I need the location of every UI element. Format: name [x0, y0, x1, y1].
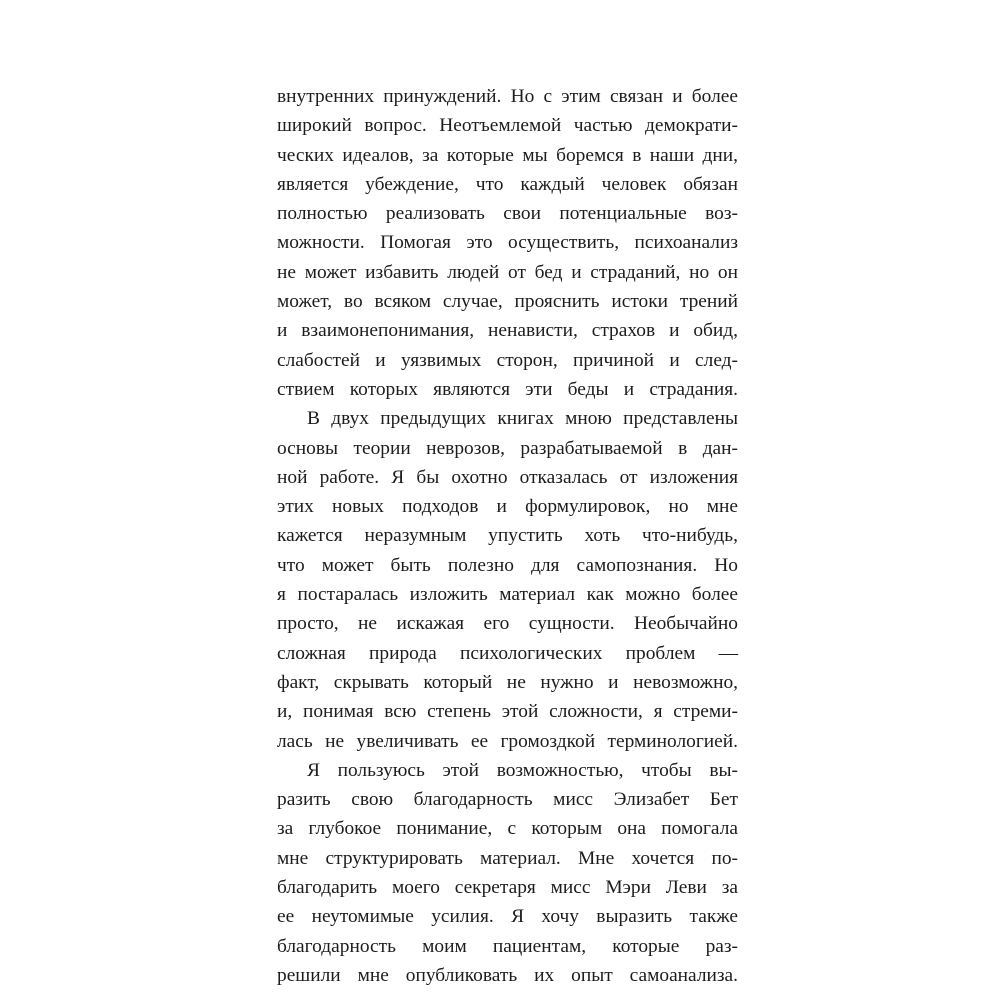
text-line: широкий вопрос. Неотъемлемой частью демократи-: [277, 115, 738, 137]
text-line: мне структурировать материал. Мне хочется по-: [277, 847, 738, 869]
text-line: ческих идеалов, за которые мы боремся в наши дни,: [277, 144, 738, 166]
text-line: может, во всяком случае, прояснить истоки трений: [277, 291, 738, 313]
text-line: можности. Помогая это осуществить, психоанализ: [277, 232, 738, 254]
text-line: полностью реализовать свои потенциальные воз-: [277, 203, 738, 225]
text-line: что может быть полезно для самопознания. Но: [277, 554, 738, 576]
text-line: Я пользуюсь этой возможностью, чтобы вы-: [307, 759, 738, 781]
text-line: разить свою благодарность мисс Элизабет Бет: [277, 789, 738, 811]
text-line: слабостей и уязвимых сторон, причиной и след-: [277, 349, 738, 371]
text-line: и взаимонепонимания, ненависти, страхов и обид,: [277, 320, 738, 342]
paragraph: [277, 82, 738, 404]
text-line: сложная природа психологических проблем —: [277, 642, 738, 664]
text-line: благодарность моим пациентам, которые раз-: [277, 935, 738, 957]
text-line: основы теории неврозов, разрабатываемой в дан-: [277, 437, 738, 459]
text-line: этих новых подходов и формулировок, но мне: [277, 496, 738, 518]
text-line: ной работе. Я бы охотно отказалась от изложения: [277, 466, 738, 488]
book-page: [277, 82, 738, 990]
text-line: благодарить моего секретаря мисс Мэри Леви за: [277, 877, 738, 899]
text-line: В двух предыдущих книгах мною представлены: [307, 408, 738, 430]
text-line: не может избавить людей от бед и страданий, но он: [277, 261, 738, 283]
text-line: просто, не искажая его сущности. Необычайно: [277, 613, 738, 635]
text-line: внутренних принуждений. Но с этим связан и более: [277, 86, 738, 107]
text-line: ее неутомимые усилия. Я хочу выразить также: [277, 906, 738, 928]
text-line: кажется неразумным упустить хоть что-нибудь,: [277, 525, 738, 547]
text-line: решили мне опубликовать их опыт самоанализа.: [277, 964, 738, 986]
text-line: лась не увеличивать ее громоздкой терминологией.: [277, 730, 738, 752]
text-line: ствием которых являются эти беды и страдания.: [277, 378, 738, 400]
text-line: и, понимая всю степень этой сложности, я стреми-: [277, 701, 738, 723]
paragraph: [277, 756, 738, 990]
text-line: за глубокое понимание, с которым она помогала: [277, 818, 738, 840]
text-line: является убеждение, что каждый человек обязан: [277, 173, 738, 195]
text-line: факт, скрывать который не нужно и невозможно,: [277, 671, 738, 693]
paragraph: [277, 404, 738, 756]
text-line: я постаралась изложить материал как можно более: [277, 584, 738, 606]
